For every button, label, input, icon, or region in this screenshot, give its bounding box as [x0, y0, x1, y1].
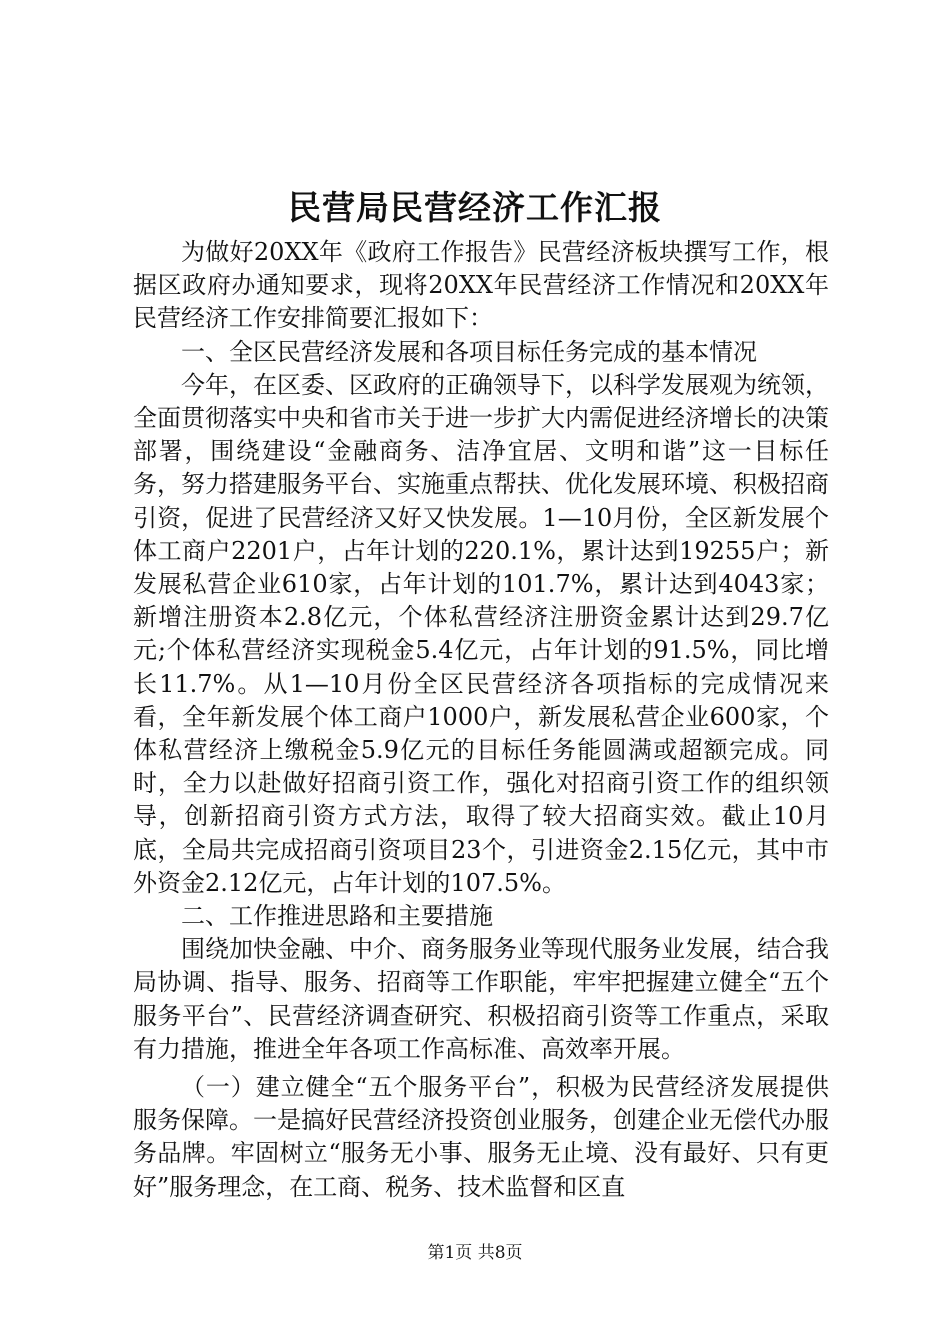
paragraph-subsection-1: （一）建立健全“五个服务平台”，积极为民营经济发展提供服务保障。一是搞好民营经济投资创业服务，创建企业无偿代办服务品牌。牢固树立“服务无小事、服务无止境、没有最好、只有更好”服务理念，在工商、税务、技术监督和区直 — [133, 1073, 829, 1201]
paragraph-work-approach: 围绕加快金融、中介、商务服务业等现代服务业发展，结合我局协调、指导、服务、招商等工作职能，牢牢把握建立健全“五个服务平台”、民营经济调查研究、积极招商引资等工作重点，采取有力措施，推进全年各项工作高标准、高效率开展。 — [133, 935, 829, 1063]
page-footer: 第1页 共8页 — [427, 1243, 523, 1263]
paragraph-basic-situation: 今年，在区委、区政府的正确领导下，以科学发展观为统领，全面贯彻落实中央和省市关于进一步扩大内需促进经济增长的决策部署，围绕建设“金融商务、洁净宜居、文明和谐”这一目标任务，努力搭建服务平台、实施重点帮扶、优化发展环境、积极招商引资，促进了民营经济又好又快发展。1—10月份，全区新发展个体工商户2201户，占年计划的220.1%，累计达到19255户；新发展私营企业610家，占年计划的101.7%，累计达到4043家；新增注册资本2.8亿元，个体私营经济注册资金累计达到29.7亿元;个体私营经济实现税金5.4亿元，占年计划的91.5%，同比增长11.7%。从1—10月份全区民营经济各项指标的完成情况来看，全年新发展个体工商户1000户，新发展私营企业600家，个体私营经济上缴税金5.9亿元的目标任务能圆满或超额完成。同时，全力以赴做好招商引资工作，强化对招商引资工作的组织领导，创新招商引资方式方法，取得了较大招商实效。截止10月底，全局共完成招商引资项目23个，引进资金2.15亿元，其中市外资金2.12亿元，占年计划的107.5%。 — [133, 370, 829, 897]
document-body — [133, 236, 829, 1204]
paragraph-intro: 为做好20XX年《政府工作报告》民营经济板块撰写工作，根据区政府办通知要求，现将20XX年民营经济工作情况和20XX年民营经济工作安排简要汇报如下： — [133, 238, 829, 333]
document-title: 民营局民营经济工作汇报 — [288, 188, 662, 227]
section-heading-1: 一、全区民营经济发展和各项目标任务完成的基本情况 — [181, 337, 757, 366]
section-heading-2: 二、工作推进思路和主要措施 — [181, 902, 493, 931]
